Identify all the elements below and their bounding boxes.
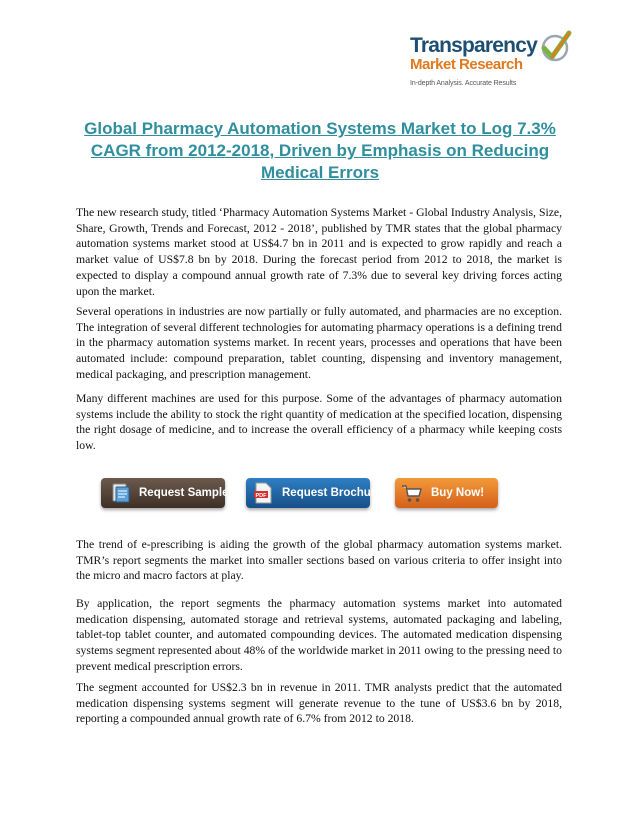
company-logo xyxy=(410,34,570,96)
buy-now-button[interactable] xyxy=(395,478,498,508)
logo-name: Transparency xyxy=(410,34,537,57)
pdf-icon xyxy=(252,482,274,504)
checkmark-logo-icon xyxy=(538,30,572,66)
body-paragraph-6: The segment accounted for US$2.3 bn in revenue in 2011. TMR analysts predict that the automated medication dispensing systems segment will generate revenue to the tune of US$3.6 bn by 2018, reporting a compounded annual growth rate of 6.7% from 2012 to 2018. xyxy=(76,681,562,726)
logo-tagline: In-depth Analysis. Accurate Results xyxy=(410,80,517,87)
pdf-badge-text: PDF xyxy=(255,492,267,499)
document-icon xyxy=(109,482,131,504)
body-paragraph-2: Several operations in industries are now partially or fully automated, and pharmacies are no exception. The integration of several different technologies for automating pharmacy operations is a defining trend in the pharmacy automation systems market. In recent years, processes and operations that have been automated include: compound preparation, tablet counting, dispensing and inventory management, medical packaging, and prescription management. xyxy=(76,305,562,381)
request-brochure-button[interactable] xyxy=(246,478,382,508)
logo-subname: Market Research xyxy=(410,56,523,73)
body-paragraph-4: The trend of e-prescribing is aiding the growth of the global pharmacy automation systems market. TMR’s report segments the market into smaller sections based on various criteria to offer insight into the micro and macro factors at play. xyxy=(76,538,562,583)
request-brochure-label: Request Brochure xyxy=(282,487,382,499)
request-sample-button[interactable] xyxy=(101,478,229,508)
buy-now-label: Buy Now! xyxy=(431,487,485,499)
body-paragraph-1: The new research study, titled ‘Pharmacy Automation Systems Market - Global Industry Analysis, Size, Share, Growth, Trends and Forecast, 2012 - 2018’, published by TMR states that the global pharmacy automation systems market stood at US$4.7 bn in 2011 and is expected to grow rapidly and reach a market value of US$7.8 bn by 2018. During the forecast period from 2012 to 2018, the market is expected to display a compound annual growth rate of 7.3% due to several key driving forces acting upon the market. xyxy=(76,206,562,298)
body-paragraph-5: By application, the report segments the pharmacy automation systems market into automated medication dispensing, automated storage and retrieval systems, automated packaging and labeling, tablet-top tablet counter, and automated compounding devices. The automated medication dispensing systems segment represented about 48% of the worldwide market in 2011 owing to the pressing need to prevent medical prescription errors. xyxy=(76,597,562,673)
body-paragraph-3: Many different machines are used for this purpose. Some of the advantages of pharmacy automation systems include the ability to stock the right quantity of medication at the specified location, dispensing the right dosage of medicine, and to increase the overall efficiency of a pharmacy while keeping costs low. xyxy=(76,392,562,453)
page-title: Global Pharmacy Automation Systems Market to Log 7.3% CAGR from 2012-2018, Driven by Emphasis on Reducing Medical Errors xyxy=(84,119,556,182)
shopping-cart-icon xyxy=(401,482,423,504)
request-sample-label: Request Sample xyxy=(139,487,229,499)
